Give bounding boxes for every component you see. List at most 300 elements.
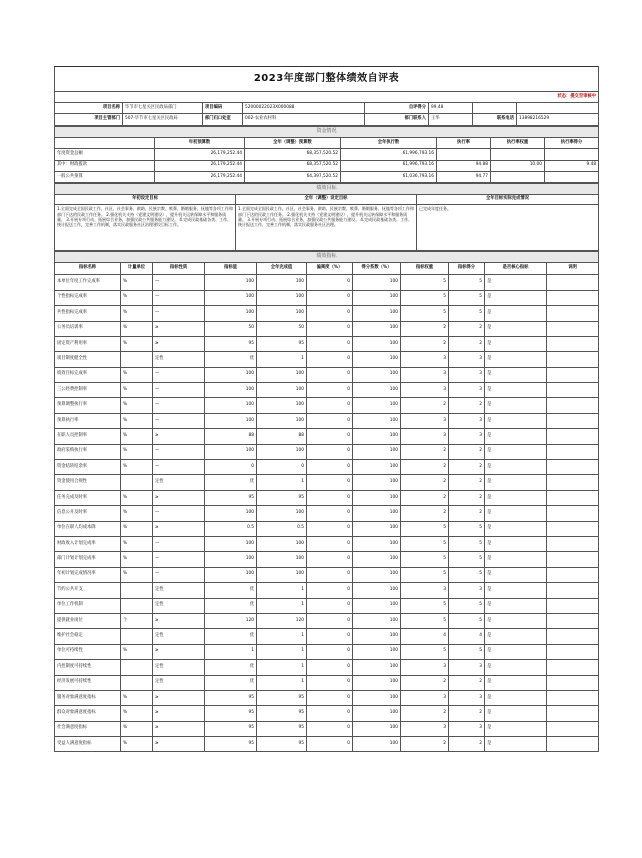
indicator-cell: 0 (307, 336, 353, 351)
funds-header (55, 137, 155, 148)
indicator-cell: ≥ (153, 737, 205, 752)
indicator-cell: 100 (353, 306, 401, 321)
indicator-cell: 100 (353, 413, 401, 428)
project-name-value: 毕节市七星关区民政局部门 (123, 103, 203, 114)
indicator-cell: 3 (401, 429, 449, 444)
indicator-cell: 定性 (153, 583, 205, 598)
indicator-cell: 是 (485, 490, 547, 505)
indicator-cell: 100 (257, 398, 307, 413)
indicator-cell: 绩效目标完成率 (55, 367, 121, 382)
indicator-cell (547, 598, 599, 613)
indicator-cell: 是 (485, 629, 547, 644)
indicator-cell (121, 583, 153, 598)
indicator-cell: ≥ (153, 706, 205, 721)
indicator-cell: 2 (449, 490, 485, 505)
indicator-cell: 是 (485, 336, 547, 351)
indicator-cell: 是 (485, 398, 547, 413)
header-table (54, 66, 599, 126)
indicator-cell: ≥ (153, 721, 205, 736)
indicator-cell: % (121, 367, 153, 382)
indicator-cell: 2 (449, 475, 485, 490)
funds-header: 执行率 (437, 137, 491, 148)
page-title: 2023年度部门整体绩效自评表 (55, 67, 599, 92)
indicator-cell: 是 (485, 552, 547, 567)
indicator-row (55, 690, 599, 705)
indicator-cell: 100 (353, 275, 401, 290)
indicator-cell (547, 460, 599, 475)
indicator-cell: 是 (485, 383, 547, 398)
indicator-header: 全年完成值 (257, 263, 307, 275)
indicator-cell: 是 (485, 444, 547, 459)
indicator-cell (547, 660, 599, 675)
indicator-cell: 是 (485, 598, 547, 613)
indicator-cell: 3 (401, 413, 449, 428)
indicator-cell: 100 (353, 521, 401, 536)
indicator-cell: 任务完成及时率 (55, 490, 121, 505)
indicator-cell: 95 (257, 706, 307, 721)
indicator-cell (547, 644, 599, 659)
manager-value: 王华 (429, 114, 473, 125)
indicator-cell: 5 (449, 275, 485, 290)
indicator-cell: 50 (205, 321, 257, 336)
indicator-cell: 5 (401, 536, 449, 551)
indicator-row (55, 352, 599, 367)
goals-header-adjusted: 全年（调整）设定目标 (236, 195, 417, 205)
indicator-row (55, 583, 599, 598)
indicator-cell: 3 (401, 660, 449, 675)
indicator-cell (547, 629, 599, 644)
indicator-cell: 1 (205, 644, 257, 659)
indicator-cell: — (153, 506, 205, 521)
indicator-cell: 100 (205, 290, 257, 305)
indicator-cell: 100 (353, 675, 401, 690)
indicator-cell: % (121, 567, 153, 582)
indicator-header: 指标权重 (401, 263, 449, 275)
indicator-cell: 是 (485, 352, 547, 367)
indicator-header: 计量单位 (121, 263, 153, 275)
indicator-header: 说明 (547, 263, 599, 275)
indicator-cell: 50 (257, 321, 307, 336)
indicator-cell (547, 444, 599, 459)
indicator-row (55, 737, 599, 752)
indicator-cell: 提供就业岗位 (55, 613, 121, 628)
indicator-cell: 0 (307, 367, 353, 382)
indicator-row (55, 275, 599, 290)
indicator-header: 得分系数（%） (353, 263, 401, 275)
indicator-cell: 100 (353, 613, 401, 628)
indicator-row (55, 444, 599, 459)
indicator-cell: 100 (257, 413, 307, 428)
funds-cell: 64,397,520.52 (245, 171, 341, 182)
indicator-cell: % (121, 398, 153, 413)
indicator-cell: % (121, 275, 153, 290)
indicator-cell: 0 (307, 321, 353, 336)
indicator-cell: 5 (401, 613, 449, 628)
indicator-cell: 单位工作机制 (55, 598, 121, 613)
indicator-cell: 0 (307, 690, 353, 705)
indicator-cell: 优 (205, 352, 257, 367)
indicator-cell: 100 (205, 413, 257, 428)
indicator-cell (547, 429, 599, 444)
indicator-cell: ≥ (153, 613, 205, 628)
indicator-cell: 信息公开及时率 (55, 506, 121, 521)
indicator-cell: 是 (485, 737, 547, 752)
indicator-cell: % (121, 536, 153, 551)
indicator-cell: 88 (257, 429, 307, 444)
indicator-cell: % (121, 644, 153, 659)
indicator-cell: 0.5 (205, 521, 257, 536)
indicator-cell: 是 (485, 367, 547, 382)
indicator-cell: 100 (353, 383, 401, 398)
office-value: 002-农业农村科 (243, 114, 365, 125)
indicator-cell: 0 (307, 383, 353, 398)
indicator-cell: 0 (307, 290, 353, 305)
indicator-row (55, 567, 599, 582)
indicator-cell: 5 (401, 521, 449, 536)
indicator-cell: 5 (449, 644, 485, 659)
indicator-cell: 100 (205, 398, 257, 413)
indicator-cell: 5 (401, 275, 449, 290)
indicator-cell: 0 (307, 598, 353, 613)
indicator-cell: 2 (449, 444, 485, 459)
indicator-cell: 5 (401, 567, 449, 582)
indicator-row (55, 336, 599, 351)
indicator-cell: 预算执行率 (55, 413, 121, 428)
funds-cell (545, 149, 599, 160)
indicator-cell: 100 (257, 383, 307, 398)
indicator-cell: 0 (307, 552, 353, 567)
indicator-cell: — (153, 290, 205, 305)
status-note: 状态：提交至审核中 (55, 92, 599, 103)
indicator-row (55, 629, 599, 644)
funds-cell (437, 149, 491, 160)
indicator-cell: 100 (257, 367, 307, 382)
project-code-label: 项目编码 (203, 103, 243, 114)
indicator-cell: % (121, 383, 153, 398)
indicator-cell: 是 (485, 506, 547, 521)
funds-cell: 10.00 (491, 160, 545, 171)
indicator-cell: 是 (485, 290, 547, 305)
funds-row (55, 171, 599, 182)
indicator-cell: 优 (205, 629, 257, 644)
indicator-cell: 95 (205, 336, 257, 351)
indicator-cell: 项目制度健全性 (55, 352, 121, 367)
indicator-cell: — (153, 383, 205, 398)
indicator-cell: 1 (257, 675, 307, 690)
indicator-cell: 0 (307, 490, 353, 505)
indicator-cell: 单位可持续性 (55, 644, 121, 659)
indicator-cell (121, 675, 153, 690)
indicator-cell: 5 (401, 290, 449, 305)
indicator-cell: 0 (307, 675, 353, 690)
indicator-cell: 3 (401, 690, 449, 705)
funds-header: 年初预算数 (155, 137, 245, 148)
indicator-row (55, 290, 599, 305)
indicator-cell: — (153, 413, 205, 428)
indicator-cell: 100 (353, 367, 401, 382)
funds-cell: 61,996,793.16 (341, 160, 437, 171)
indicator-row (55, 490, 599, 505)
indicator-cell: 是 (485, 475, 547, 490)
indicator-cell: 固定资产利用率 (55, 336, 121, 351)
indicator-cell: 是 (485, 321, 547, 336)
indicator-cell: 3 (401, 721, 449, 736)
indicator-cell: 0 (307, 460, 353, 475)
goals-section-title: 绩效目标 (55, 184, 599, 195)
indicator-cell (547, 737, 599, 752)
indicator-cell: 2 (449, 506, 485, 521)
indicator-row (55, 506, 599, 521)
indicator-cell: 100 (205, 306, 257, 321)
indicator-cell (547, 413, 599, 428)
indicator-cell: 定性 (153, 629, 205, 644)
indicator-cell: 95 (205, 690, 257, 705)
office-label: 部门归口处室 (203, 114, 243, 125)
indicator-cell: 1 (257, 352, 307, 367)
indicator-cell (121, 475, 153, 490)
indicator-cell (547, 475, 599, 490)
indicator-cell: 0 (307, 398, 353, 413)
funds-cell: 68,357,520.52 (245, 160, 341, 171)
indicator-cell: 定性 (153, 675, 205, 690)
indicator-cell: 单位在职人均成本降 (55, 521, 121, 536)
indicator-cell: 0 (307, 629, 353, 644)
indicator-cell: — (153, 444, 205, 459)
indicator-cell: ≥ (153, 490, 205, 505)
indicator-cell: — (153, 367, 205, 382)
indicator-cell: 95 (205, 737, 257, 752)
indicator-cell: 100 (257, 275, 307, 290)
phone-label: 联系电话 (473, 114, 517, 125)
indicator-cell (547, 706, 599, 721)
indicator-row (55, 460, 599, 475)
indicator-cell: 100 (353, 644, 401, 659)
indicator-cell: 2 (401, 398, 449, 413)
indicator-cell (547, 506, 599, 521)
indicator-cell (547, 336, 599, 351)
indicator-header: 指标名称 (55, 263, 121, 275)
indicator-row (55, 321, 599, 336)
indicator-row (55, 598, 599, 613)
indicator-cell: 0.5 (257, 521, 307, 536)
indicator-cell (547, 721, 599, 736)
indicator-cell: 3 (449, 690, 485, 705)
indicator-cell: 100 (353, 567, 401, 582)
indicator-cell: 1 (257, 598, 307, 613)
indicator-cell: 共性指标完成率 (55, 306, 121, 321)
indicator-cell: 3 (449, 413, 485, 428)
indicator-cell: % (121, 413, 153, 428)
indicator-row (55, 429, 599, 444)
indicator-cell: — (153, 460, 205, 475)
indicator-cell: 2 (449, 321, 485, 336)
indicator-cell: 优 (205, 675, 257, 690)
funds-cell: 26,179,252.44 (155, 149, 245, 160)
funds-cell: 年度资金总额 (55, 149, 155, 160)
funds-cell: 61,036,793.16 (341, 171, 437, 182)
indicator-cell: 5 (449, 536, 485, 551)
indicator-cell: 100 (257, 567, 307, 582)
goals-header-initial: 年初设定目标 (55, 195, 236, 205)
indicator-row (55, 413, 599, 428)
indicator-cell: 2 (449, 460, 485, 475)
funds-header: 执行率得分 (545, 137, 599, 148)
indicator-cell (547, 367, 599, 382)
indicator-cell: 100 (205, 506, 257, 521)
indicator-cell: 120 (257, 613, 307, 628)
indicator-cell: 95 (257, 690, 307, 705)
indicator-cell: — (153, 552, 205, 567)
funds-cell (491, 149, 545, 160)
indicator-cell (547, 275, 599, 290)
indicator-cell: 100 (353, 352, 401, 367)
funds-header: 执行率权重 (491, 137, 545, 148)
indicator-cell: 经济发展可持续性 (55, 675, 121, 690)
indicator-cell: 4 (449, 629, 485, 644)
phone-value: 13898216529 (517, 114, 599, 125)
indicator-cell: 2 (401, 490, 449, 505)
indicator-cell: 100 (205, 552, 257, 567)
indicator-cell: % (121, 490, 153, 505)
indicator-cell: 优 (205, 475, 257, 490)
indicator-cell: 100 (353, 583, 401, 598)
indicator-cell: 资金结转结余率 (55, 460, 121, 475)
indicator-cell: ≥ (153, 429, 205, 444)
indicator-cell: — (153, 275, 205, 290)
indicator-cell: 0 (307, 506, 353, 521)
indicator-cell: 100 (205, 383, 257, 398)
indicator-cell: 是 (485, 521, 547, 536)
funds-cell (491, 171, 545, 182)
indicator-row (55, 613, 599, 628)
indicator-cell: ≥ (153, 336, 205, 351)
indicator-header: 是否核心指标 (485, 263, 547, 275)
indicator-cell: 优 (205, 583, 257, 598)
manager-label: 部门联系人 (365, 114, 429, 125)
indicator-cell: 2 (401, 444, 449, 459)
indicator-cell: 100 (353, 444, 401, 459)
indicator-cell: 100 (353, 290, 401, 305)
indicator-cell: 服务对象满意度指标 (55, 690, 121, 705)
indicator-cell (547, 675, 599, 690)
indicator-cell: 1 (257, 644, 307, 659)
indicator-cell: 受益人满意度指标 (55, 737, 121, 752)
indicator-cell: 2 (449, 336, 485, 351)
indicator-cell: 100 (353, 598, 401, 613)
indicator-row (55, 306, 599, 321)
indicator-cell: 在职人员控制率 (55, 429, 121, 444)
indicator-cell: 3 (401, 367, 449, 382)
indicator-cell: 100 (205, 275, 257, 290)
indicator-cell: 是 (485, 690, 547, 705)
indicator-cell (547, 583, 599, 598)
indicator-cell: 维护社会稳定 (55, 629, 121, 644)
indicator-cell: 5 (401, 552, 449, 567)
indicator-cell: 是 (485, 567, 547, 582)
goal-initial-text: 1.全面完成全国民政工作、社区、社会事务、救助、民族宗教、殡葬、婚姻服务、抚恤等各项工作和部门下达的民政工作任务。 2.强化机关支持（党建文明建设），提升机关运转保障水平和服务质量。 3.开展专项行动、拓展综合业务，加强民政公共服务能力建设。 4.完成民政基础各类、工作、统计报送工作，完善工作机制，落实民政服务社区治理建设目标工作。 (55, 205, 236, 251)
funds-row (55, 149, 599, 160)
indicator-cell: 0 (307, 536, 353, 551)
indicator-cell: % (121, 706, 153, 721)
indicator-cell: 1 (257, 583, 307, 598)
indicator-cell: 100 (353, 321, 401, 336)
indicator-row (55, 721, 599, 736)
goals-table (54, 183, 599, 251)
indicator-cell: 2 (401, 706, 449, 721)
indicator-cell: % (121, 521, 153, 536)
indicator-row (55, 552, 599, 567)
indicator-cell: 5 (449, 598, 485, 613)
indicator-cell: 社会满意度指标 (55, 721, 121, 736)
indicator-cell: ≥ (153, 690, 205, 705)
indicator-cell: 0 (307, 306, 353, 321)
funds-table (54, 126, 599, 184)
indicator-cell: 优 (205, 598, 257, 613)
indicator-cell: 群众对象满意度指标 (55, 706, 121, 721)
indicator-cell: 0 (307, 644, 353, 659)
funds-row (55, 160, 599, 171)
indicator-cell: 2 (401, 321, 449, 336)
indicator-cell (547, 613, 599, 628)
indicator-cell: 3 (449, 429, 485, 444)
indicator-cell: % (121, 506, 153, 521)
indicator-cell: 2 (401, 506, 449, 521)
indicator-cell: 5 (449, 306, 485, 321)
indicator-cell: 2 (449, 398, 485, 413)
indicator-cell: 2 (449, 706, 485, 721)
indicator-cell: 3 (449, 352, 485, 367)
indicator-cell: 0 (205, 460, 257, 475)
funds-cell: 61,996,793.16 (341, 149, 437, 160)
indicator-cell: 100 (353, 398, 401, 413)
indicator-cell (547, 352, 599, 367)
indicator-cell: 0 (307, 475, 353, 490)
indicator-cell: — (153, 306, 205, 321)
goal-adjusted-text: 1.全面完成全国民政工作、社区、社会事务、救助、民族宗教、殡葬、婚姻服务、抚恤等各项工作和部门下达的民政工作任务。 2.强化机关支持（党建文明建设），提升机关运转保障水平和服务质量。 3.开展专项行动、拓展综合业务，加强民政公共服务能力建设。 4.完成民政基础各类、工作、统计报送工作，完善工作机制，落实民政服务社区治理。 (236, 205, 417, 251)
indicator-cell: 三公经费控制率 (55, 383, 121, 398)
indicator-cell: 3 (449, 583, 485, 598)
indicator-cell: 0 (307, 660, 353, 675)
indicator-cell: % (121, 690, 153, 705)
indicator-cell: 0 (307, 583, 353, 598)
indicator-cell: 100 (205, 367, 257, 382)
goal-actual-text: 已完成年度任务。 (417, 205, 599, 251)
indicator-cell: % (121, 290, 153, 305)
goals-header-actual: 全年目标实际完成情况 (417, 195, 599, 205)
indicator-cell: 95 (257, 721, 307, 736)
indicator-cell: 2 (449, 737, 485, 752)
indicator-cell: 1 (257, 660, 307, 675)
indicator-cell: 100 (257, 552, 307, 567)
indicator-cell (547, 383, 599, 398)
indicator-cell: 是 (485, 413, 547, 428)
indicator-cell: 0 (307, 444, 353, 459)
indicator-cell: 定性 (153, 475, 205, 490)
indicator-row (55, 367, 599, 382)
indicator-cell: 100 (257, 536, 307, 551)
evaluation-sheet (54, 66, 598, 752)
indicator-cell: 政府采购执行率 (55, 444, 121, 459)
indicator-cell: 100 (205, 536, 257, 551)
indicator-cell: 100 (353, 506, 401, 521)
indicator-cell: 3 (401, 383, 449, 398)
indicator-cell (547, 521, 599, 536)
indicator-cell: % (121, 721, 153, 736)
indicator-cell: 预算调整执行率 (55, 398, 121, 413)
indicator-cell: 3 (449, 660, 485, 675)
indicator-cell: 优 (205, 660, 257, 675)
indicator-cell: 个性指标完成率 (55, 290, 121, 305)
